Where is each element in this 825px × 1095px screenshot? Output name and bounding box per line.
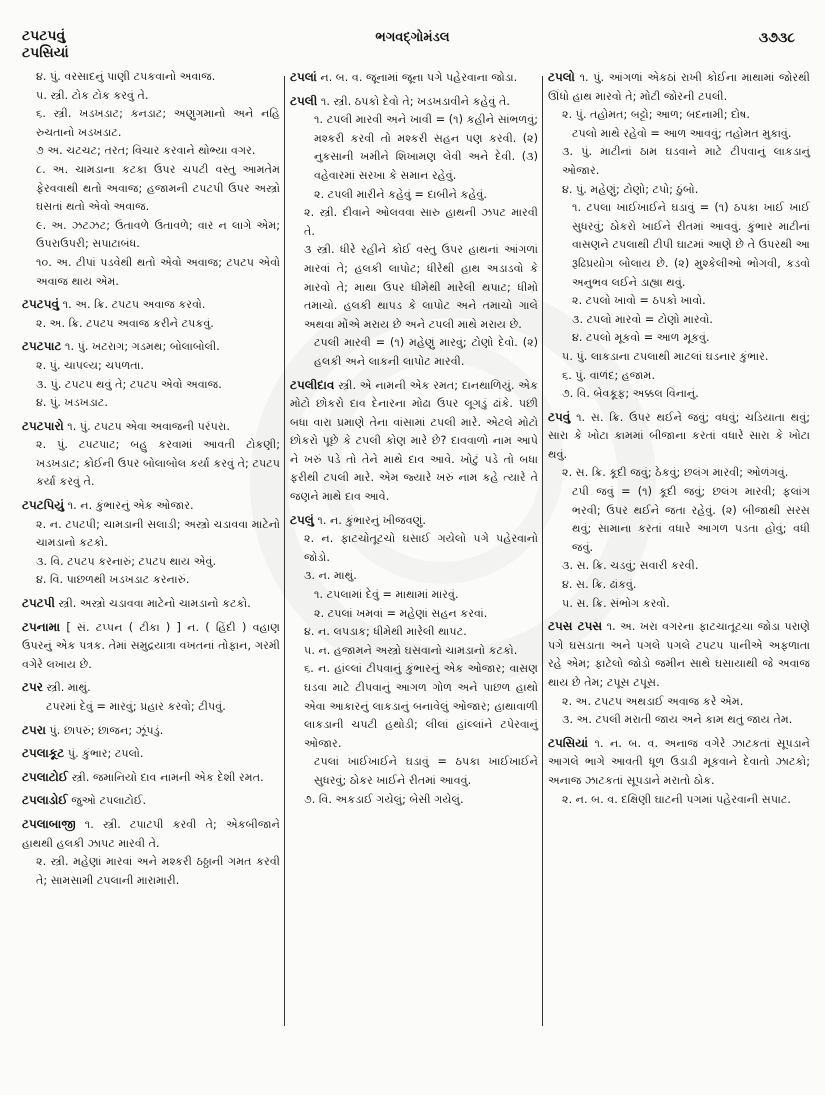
sense-definition: ૩. સ. ક્રિ. ચડવું; સવારી કરવી. xyxy=(562,559,699,573)
entry-definition xyxy=(22,815,280,853)
idiom-definition: ૧. ટપલી મારવી અને ખાવી = (૧) કહીને સાંભળવું; મશ્કરી કરવી તો મશ્કરી સહન પણ કરવી. (૨) નુકસાની ખમીને શિખામણ લેવી અને દેવી. (૩) વહેવારમાં સરખા કે સમાન રહેવું. xyxy=(314,113,538,182)
sense-definition: ૨. સ્ત્રી. દીવાને ઓલવવા સારુ હાથની ઝપટ મારવી તે. xyxy=(304,206,538,238)
definition-text: સ્ત્રી. એ નામની એક રમત; દાનથાળિયું. એક મોટો છોકરો દાવ દેનારના મોઢા ઉપર લૂગડું ઢાંકે. પછી બધા વારા પ્રમાણે તેના વાંસામાં ટપલી મારે. એટલે મોટો છોકરો પૂછે કે ટપલી કોણ મારે છે? દાવવાળો નામ આપે ને ખરું પડે તો તેને માથે દાવ આવે. ખોટું પડે તો બધા ફરીથી ટપલી મારે. એમ જ્યારે ખરું નામ કહે ત્યારે તે જણને માથે દાવ આવે. xyxy=(290,378,538,504)
dictionary-entry xyxy=(22,678,280,716)
definition-text: ૧. સ્ત્રી. ઠપકો દેવો તે; ખડખડાવીને કહેવું તે. xyxy=(320,94,510,108)
definition-text: ૧. પું. ખટરાગ; ગડમથ; બોલાબોલી. xyxy=(65,340,220,354)
sense-definition: ૭. વિ. અકડાઈ ગયેલું; બેસી ગયેલું. xyxy=(304,792,464,806)
definition-text: ૧. સ. ક્રિ. ઉપર થઈને જવું; વધવું; ચડિયાતા થવું; સારા કે ખોટા કામમાં બીજાના કરતાં વધારે સારા કે ખોટા થવું. xyxy=(548,410,810,461)
column-3 xyxy=(548,68,810,813)
sense-definition: ૩. પું. ટપટપ થવું તે; ટપટપ એવો અવાજ. xyxy=(36,377,222,391)
sense-definition: ૨. પું. તહોમત; બટ્ટો; આળ; બદનામી; દોષ. xyxy=(562,108,750,122)
entry-definition xyxy=(22,594,280,614)
headword: ટપસ ટપસ xyxy=(548,619,603,634)
definition-text: પું. કુંભાર; ટપલો. xyxy=(67,747,144,761)
idiom-definition: ૧. ટપલામાં દેવું = માથામાં મારવું. xyxy=(314,588,459,602)
entry-definition xyxy=(22,768,280,788)
sense-definition: ૨. સ. ક્રિ. કૂદી જવું; ઠેકવું; છલંગ મારવી; ઓળંગવું. xyxy=(562,466,789,480)
headword: ટપરા xyxy=(22,722,46,737)
definition-text: ૧. અ. ક્રિ. ટપટપ અવાજ કરવો. xyxy=(62,298,206,312)
dictionary-entry xyxy=(22,618,280,675)
guide-word-last: ટપસિયાં xyxy=(22,45,69,61)
definition-text: જુઓ ટપલાટોઈ. xyxy=(71,794,147,808)
idiom-definition: ૨. ટપલી મારીને કહેવું = દાબીને કહેવું. xyxy=(314,187,487,201)
definition-text: સ્ત્રી. અસ્ત્રો ચડાવવા માટેનો ચામડાનો કટકો. xyxy=(58,597,251,611)
headword: ટપલાકૂટ xyxy=(22,746,65,761)
sense-definition: ૫. સ્ત્રી. ટોક ટોક કરવું તે. xyxy=(36,88,149,102)
sense-definition: ૭. વિ. બેવકૂફ; અક્કલ વિનાનું. xyxy=(562,387,699,401)
dictionary-entry xyxy=(22,295,280,333)
entry-definition xyxy=(22,791,280,811)
idiom-definition: ૨. ટપલો ખાવો = ઠપકો ખાવો. xyxy=(572,294,706,308)
sense-definition: ૨. ન. બ. વ. દક્ષિણી ઘાટની પગમાં પહેરવાની સપાટ. xyxy=(562,792,791,806)
headword: ટપટપાટ xyxy=(22,339,62,354)
entry-definition xyxy=(290,511,538,531)
dictionary-entry xyxy=(548,734,810,809)
idiom-definition: ૨. ટપલાં ખમવાં = મહેણાં સહન કરવાં. xyxy=(314,606,488,620)
dictionary-entry xyxy=(548,68,810,404)
headword: ટપલાબાજી xyxy=(22,816,76,831)
sense-definition: ૪. વિ. પાછળથી ખડખડાટ કરનારું. xyxy=(36,573,190,587)
headword: ટપલાં xyxy=(290,70,317,84)
idiom-definition: ટપલી મારવી = (૧) મહેણું મારવું; ટોણો દેવો. (૨) હલકી અને લાકની લાપોટ મારવી. xyxy=(314,336,538,368)
headword: ટપલું xyxy=(290,512,314,527)
definition-text: ૧. પું. આંગળાં એકઠાં રાખી કોઈના માથામાં જોરથી ઊંધો હાથ મારવો તે; મોટી જોરની ટપલી. xyxy=(548,71,810,103)
entry-definition xyxy=(548,734,810,791)
sense-definition: ૪. સ. ક્રિ. ઢાંકવું. xyxy=(562,578,637,592)
headword: ટપટપારો xyxy=(22,418,64,433)
sense-definition: ૫. સ. ક્રિ. સંભોગ કરવો. xyxy=(562,596,670,610)
headword: ટપર xyxy=(22,680,43,695)
idiom-definition: ટપલો માથે રહેવો = આળ આવવું; તહોમત મુકાવું. xyxy=(572,126,792,140)
sense-definition: ૭ અ. ચટચટ; તરત; વિચાર કરવાને થોભ્યા વગર. xyxy=(36,144,256,158)
definition-text: ૧. ન. બ. વ. અનાજ વગેરે ઝાટકતાં સૂપડાને આગલે ભાગે આવતી ધૂળ ઉડાડી મૂકવાને દેવાતો ઝાટકો; અનાજ ઝાટકતાં સૂપડાને મરાતો ઠોક. xyxy=(548,736,810,787)
definition-text: [ સં. ટપ્પન ( ટીકા ) ] ન. ( હિંદી ) વહાણ ઉપરનું એક પત્રક. તેમાં સમુદ્રયાત્રા વખતનાં તોફાન, ગરમી વગેરે લખાય છે. xyxy=(22,620,280,671)
entry-definition xyxy=(22,496,280,516)
dictionary-entry xyxy=(22,791,280,811)
entry-definition xyxy=(22,678,280,698)
idiom-definition: ટપલાં ખાઈખાઈને ઘડાવું = ઠપકા ખાઈખાઈને સુધરવું; ઠોકર ખાઈને રીતમાં આવવું. xyxy=(314,755,538,787)
dictionary-entry xyxy=(22,721,280,741)
column-2 xyxy=(290,68,538,813)
entry-definition xyxy=(22,618,280,675)
dictionary-entry xyxy=(548,617,810,730)
headword: ટપટપિયું xyxy=(22,498,65,513)
headword: ટપવું xyxy=(548,409,571,424)
entry-definition xyxy=(548,68,810,106)
headword: ટપલી xyxy=(290,93,318,108)
sense-definition: ૨. ન. ટપટપી; ચામડાની સલાડી; અસ્ત્રો ચડાવવા માટેનો ચામડાનો કટકો. xyxy=(36,517,280,550)
entry-definition xyxy=(22,744,280,764)
dictionary-entry xyxy=(22,815,280,890)
sense-definition: ૬. પું. વાળંદ; હજામ. xyxy=(562,368,656,382)
headword: ટપટપી xyxy=(22,596,55,611)
entry-definition xyxy=(22,337,280,357)
idiom-definition: ૩. ટપલો મારવો = ટોણો મારવો. xyxy=(572,312,713,326)
page-header xyxy=(22,28,803,68)
sense-definition: ૯. અ. ઝટઝટ; ઉતાવળે ઉતાવળે; વાર ન લાગે એમ; ઉપરાઉપરી; સપાટાબંધ. xyxy=(36,218,280,251)
guide-word-first: ટપટપવું xyxy=(22,28,66,44)
headword: ટપલાડોઈ xyxy=(22,793,68,808)
dictionary-entry xyxy=(22,496,280,590)
sense-definition: ૬. સ્ત્રી. ખડખડાટ; કનડાટ; અણુગમાનો અને નહિ રુચતાનો ખડખડાટ. xyxy=(36,107,280,139)
dictionary-entry xyxy=(290,92,538,372)
sense-definition: ૩. પું. માટીનાં ઠામ ઘડવાને માટે ટીપવાનું લાકડાનું ઓજાર. xyxy=(562,145,810,177)
sense-definition: ૩. ન. માથું. xyxy=(304,569,357,583)
idiom-definition: ટપી જવું = (૧) કૂદી જવું; છલંગ મારવી; ફલાંગ ભરવી; ઉપર થઈને જતા રહેવું. (૨) બીજાથી સરસ થવું; સામાના કરતાં વધારે આગળ પડતા હોવું; વધી જવું. xyxy=(572,485,810,554)
definition-text: સ્ત્રી. માથું. xyxy=(46,681,91,695)
sense-definition: ૩. અ. ટપલી મરાતી જાય અને કામ થતું જાય તેમ. xyxy=(562,713,793,727)
sense-definition: ૨. પું. ટપટપાટ; બહુ કરવામાં આવતી ટોકણી; ખડખડાટ; કોઈની ઉપર બોલાબોલ કર્યા કરવું તે; ટપટપ કર્યા કરવું તે. xyxy=(36,438,280,489)
sense-definition: ૩ સ્ત્રી. ધીરે રહીને કોઈ વસ્તુ ઉપર હાથનાં આંગળાં મારવાં તે; હલકી લાપોટ; ધીરેથી હાથ અડાડવો કે મારવો તે; માથા ઉપર ધીમેથી મારેલી થપાટ; ધીમો તમાચો. હલકી થાપડ કે લાપોટ અને તમાચો ગાલે અથવા મોંએ મરાય છે અને ટપલી માથે મરાય છે. xyxy=(304,243,538,331)
sense-definition: ૨. અ. ટપટપ અથડાઈ અવાજ કરે એમ. xyxy=(562,694,744,708)
dictionary-entry xyxy=(22,417,280,492)
entry-definition xyxy=(548,617,810,692)
definition-text: ૧. પું. ટપટપ એવા અવાજની પરંપરા. xyxy=(67,419,230,433)
sense-definition: ૪. પું. વરસાદનું પાણી ટપકવાનો અવાજ. xyxy=(36,70,216,83)
entry-definition xyxy=(290,376,538,507)
dictionary-entry xyxy=(22,68,280,291)
idiom-definition: ૧. ટપલા ખાઈખાઈને ઘડાવું = (૧) ઠપકા ખાઈ ખાઈ સુધરવું; ઠોકરો ખાઈને રીતમાં આવવું. કુંભાર માટીનાં વાસણને ટપલાથી ટીપી ઘાટમાં આણે છે તે ઉપરથી આ રૂઢિપ્રયોગ બોલાય છે. (૨) મુશ્કેલીઓ ભોગવી, કડવો અનુભવ લઈને ડાહ્યા થવું. xyxy=(572,201,810,289)
entry-definition xyxy=(22,295,280,315)
sense-definition: ૨. પું. ચાપલ્ય; ચપળતા. xyxy=(36,358,144,372)
definition-text: ૧. સ્ત્રી. ટપાટપી કરવી તે; એકબીજાને હાથથી હલકી ઝાપટ મારવી તે. xyxy=(22,817,280,850)
headword: ટપસિયાં xyxy=(548,735,588,750)
idiom-definition: ૪. ટપલો મૂકવો = આળ મૂકવું. xyxy=(572,331,710,345)
sense-definition: ૫. ન. હજામને અસ્ત્રો ઘસવાનો ચામડાનો કટકો. xyxy=(304,643,518,657)
page-number: ૩૭૩૮ xyxy=(758,30,795,46)
sense-definition: ૨. સ્ત્રી. મહેણાં મારવાં અને મશ્કરી ઠઠ્ઠાની ગમત કરવી તે; સામસામી ટપલાની મારામારી. xyxy=(36,855,280,887)
entry-definition xyxy=(548,408,810,465)
definition-text: પું. છાપરું; છાજન; ઝૂંપડું. xyxy=(49,723,164,737)
entry-definition xyxy=(22,417,280,437)
dictionary-entry xyxy=(548,408,810,614)
definition-text: ૧. અ. ખરા વગરના ફાટચાતૂટચા જોડા પરાણે પગે ઘસડાતા અને પગલે પગલે ટપટપ પાનીએ અફળાતા રહે એમ; ફાટેલો જોડો જમીન સાથે ઘસાયાથી જે અવાજ થાય છે તેમ; ટપૂસ ટપૂસ. xyxy=(548,620,810,689)
headword: ટપલાટોઈ xyxy=(22,769,69,784)
sense-definition: ૪. પું. ખડખડાટ. xyxy=(36,396,108,410)
sense-definition: ૮. અ. ચામડાના કટકા ઉપર ચપટી વસ્તુ આમતેમ ફેરવવાથી થતો અવાજ; હજામની ટપટપી ઉપર અસ્ત્રો ઘસતાં થતો એવો અવાજ. xyxy=(36,162,280,214)
headword: ટપલો xyxy=(548,70,575,84)
sense-definition: ૪. પું. મહેણું; ટોણો; ટપો; ઠુંબો. xyxy=(562,182,699,196)
dictionary-entry xyxy=(22,744,280,764)
dictionary-entry xyxy=(22,594,280,614)
definition-text: ૧. ન. કુંભારનું ખીજવણું. xyxy=(317,513,426,527)
sense-definition: ૧૦. અ. ટીપાં પડવેથી થતો એવો અવાજ; ટપટપ એવો અવાજ થાય એમ. xyxy=(36,255,280,288)
dictionary-entry xyxy=(22,768,280,788)
dictionary-entry xyxy=(290,68,538,88)
sense-definition: ૪. ન. લપડાક; ધીમેથી મારેલી થાપટ. xyxy=(304,625,467,639)
dictionary-entry xyxy=(290,376,538,507)
definition-text: સ્ત્રી. જમાનિયો દાવ નામની એક દેશી રમત. xyxy=(71,770,264,784)
column-divider xyxy=(284,76,285,1026)
column-1 xyxy=(22,68,280,894)
sense-definition: ૨. અ. ક્રિ. ટપટપ અવાજ કરીને ટપકવું. xyxy=(36,316,214,330)
dictionary-columns xyxy=(22,68,812,1078)
running-title: ભગવદ્ગોમંડલ xyxy=(375,30,450,45)
entry-definition xyxy=(22,721,280,741)
sense-definition: ૫. પું. લાકડાના ટપલાથી માટલાં ઘડનાર કુંભાર. xyxy=(562,349,769,363)
sense-definition: ૩. વિ. ટપટપ કરનારું; ટપટપ થાય એવું. xyxy=(36,554,217,568)
entry-definition xyxy=(290,92,538,112)
headword: ટપટપવું xyxy=(22,297,60,312)
definition-text: ૧. ન. કુંભારનું એક ઓજાર. xyxy=(67,499,194,513)
entry-definition xyxy=(290,68,538,88)
dictionary-entry xyxy=(22,337,280,412)
column-divider xyxy=(542,76,543,1026)
sense-definition: ૨. ન. ફાટચોતૂટચો ઘસાઈ ગયેલો પગે પહેરવાનો જોડો. xyxy=(304,532,538,564)
headword: ટપનામા xyxy=(22,619,61,634)
dictionary-entry xyxy=(290,511,538,810)
headword: ટપલીદાવ xyxy=(290,377,335,392)
sense-definition: ૬. ન. હાંલ્લાં ટીપવાનું કુંભારનું એક ઓજાર; વાસણ ઘડવા માટે ટીપવાનું આગળ ગોળ અને પાછળ હાથો એવા આકારનું લાકડાનું બનાવેલું ઓજાર; હાથાવાળી લાકડાની ચપટી હથોડી; લીલાં હાંલ્લાંને ટપેરવાનું ઓજાર. xyxy=(304,662,538,750)
definition-text: ન. બ. વ. જૂનામાં જૂના પગે પહેરવાના જોડા. xyxy=(320,71,518,84)
idiom-definition: ટપરમાં દેવું = મારવું; પ્રહાર કરવો; ટીપવું. xyxy=(46,700,226,713)
